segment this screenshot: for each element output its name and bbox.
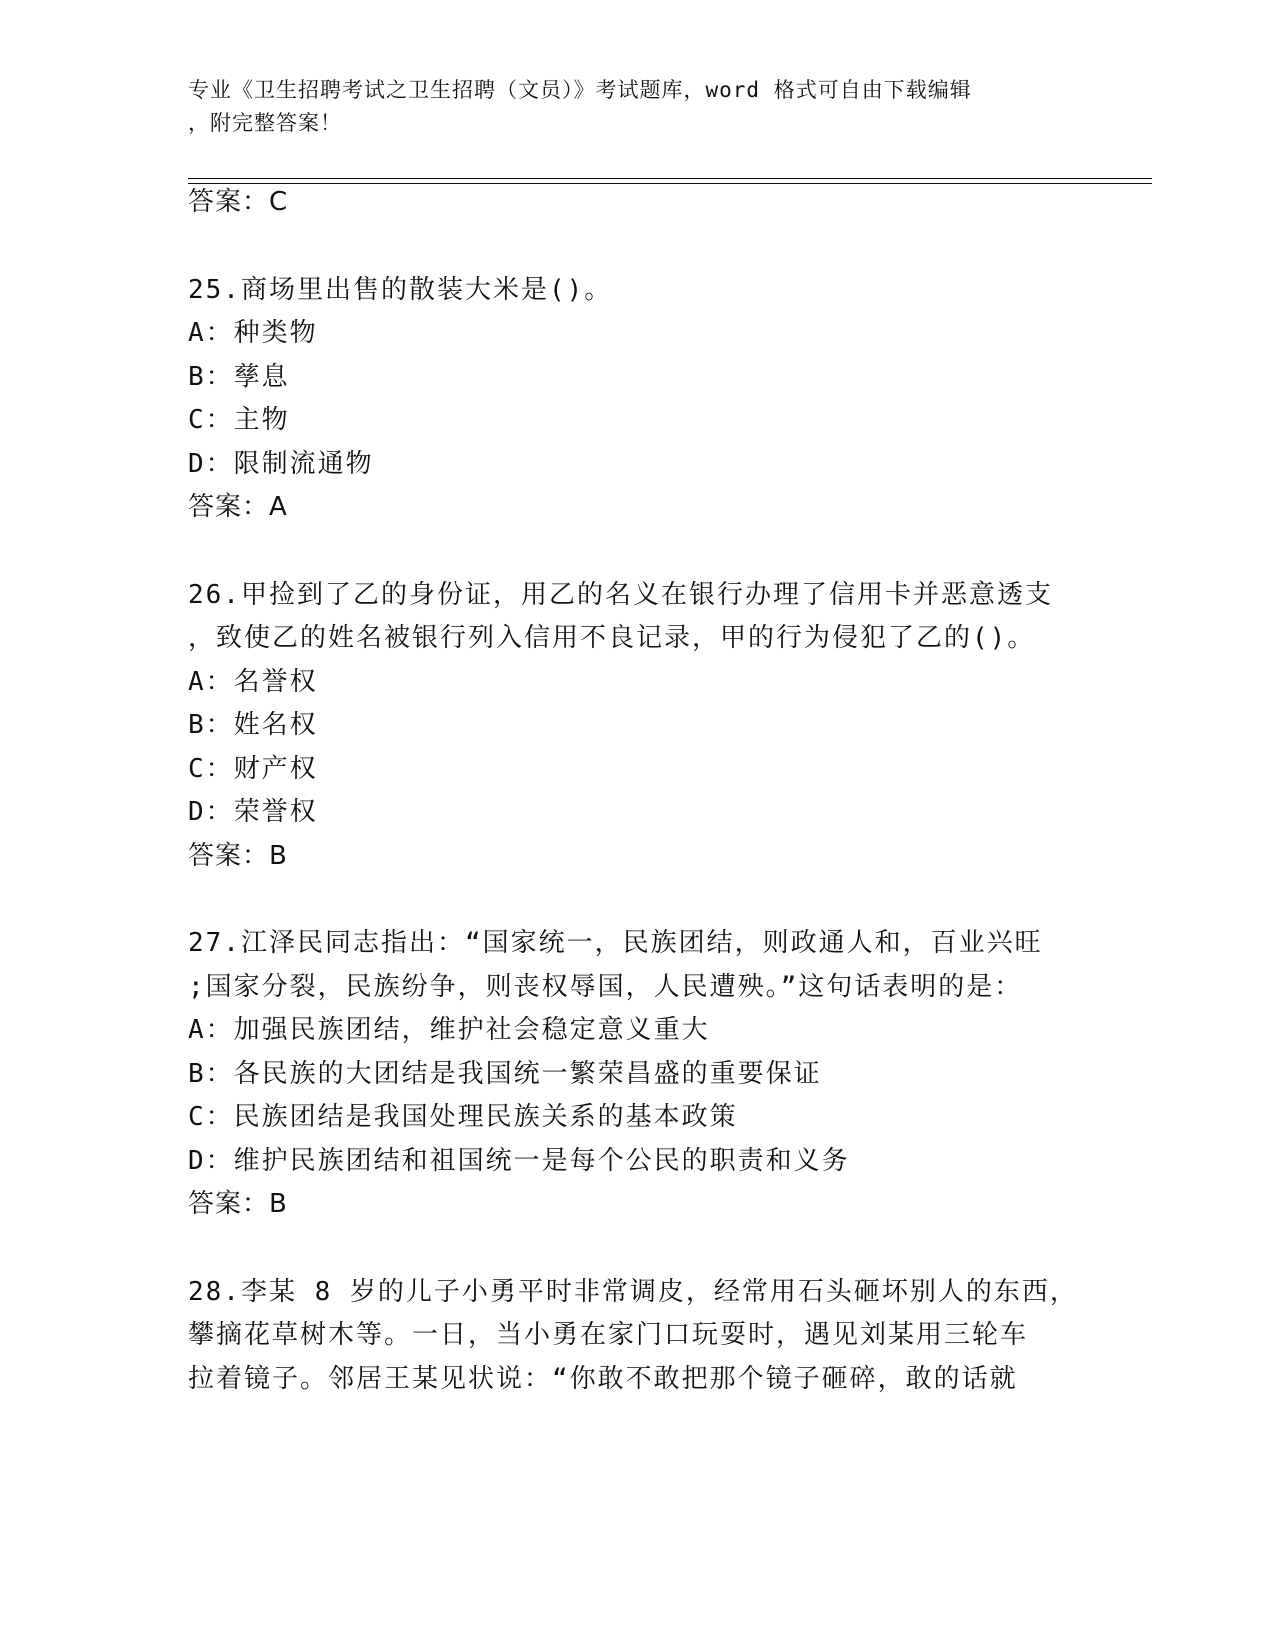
question-27-option-b: B：各民族的大团结是我国统一繁荣昌盛的重要保证 [188, 1059, 822, 1089]
answer-27: 答案：B [188, 1189, 288, 1219]
question-25-option-a: A：种类物 [188, 318, 318, 348]
question-26-stem-line-2: ，致使乙的姓名被银行列入信用不良记录，甲的行为侵犯了乙的()。 [188, 623, 1036, 653]
header-divider-top [188, 178, 1152, 179]
question-27-option-a: A：加强民族团结，维护社会稳定意义重大 [188, 1015, 710, 1045]
question-26-option-b: B：姓名权 [188, 710, 318, 740]
question-25-stem: 25.商场里出售的散装大米是()。 [188, 275, 613, 305]
question-26-option-c: C：财产权 [188, 754, 318, 784]
header-line-2: ，附完整答案！ [188, 111, 342, 135]
header-divider-bottom [188, 183, 1152, 184]
answer-24: 答案：C [188, 187, 289, 217]
question-26-option-a: A：名誉权 [188, 667, 318, 697]
question-27-stem-line-1: 27.江泽民同志指出：“国家统一，民族团结，则政通人和，百业兴旺 [188, 928, 1043, 958]
question-25-option-b: B：孳息 [188, 362, 290, 392]
question-28-stem-line-2: 攀摘花草树木等。一日，当小勇在家门口玩耍时，遇见刘某用三轮车 [188, 1320, 1029, 1350]
question-27-option-c: C：民族团结是我国处理民族关系的基本政策 [188, 1102, 738, 1132]
answer-26: 答案：B [188, 841, 288, 871]
question-25-option-d: D：限制流通物 [188, 449, 374, 479]
answer-25: 答案：A [188, 492, 288, 522]
question-27-option-d: D：维护民族团结和祖国统一是每个公民的职责和义务 [188, 1146, 850, 1176]
question-26-stem-line-1: 26.甲捡到了乙的身份证，用乙的名义在银行办理了信用卡并恶意透支 [188, 580, 1053, 610]
question-26-option-d: D：荣誉权 [188, 797, 318, 827]
header-line-1: 专业《卫生招聘考试之卫生招聘（文员）》考试题库，word 格式可自由下载编辑 [188, 78, 972, 102]
question-28-stem-line-3: 拉着镜子。邻居王某见状说：“你敢不敢把那个镜子砸碎，敢的话就 [188, 1364, 1018, 1394]
document-header [188, 74, 1068, 140]
question-27-stem-line-2: ;国家分裂，民族纷争，则丧权辱国，人民遭殃。”这句话表明的是： [188, 972, 1023, 1002]
question-25-option-c: C：主物 [188, 405, 290, 435]
question-28-stem-line-1: 28.李某 8 岁的儿子小勇平时非常调皮，经常用石头砸坏别人的东西， [188, 1277, 1078, 1307]
